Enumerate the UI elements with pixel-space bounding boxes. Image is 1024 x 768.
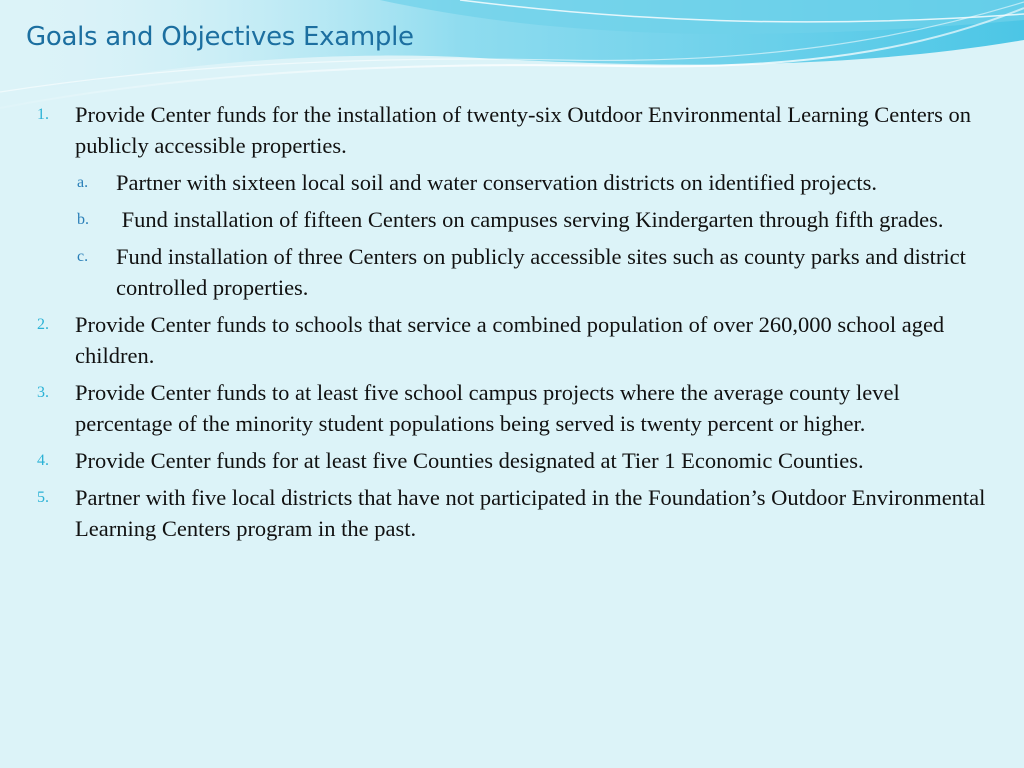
list-item-text: Provide Center funds to at least five school campus projects where the average county level percentage of the minority student populations being served is twenty percent or higher. — [75, 380, 900, 436]
list-item — [26, 482, 1001, 544]
list-item — [26, 99, 1001, 303]
objectives-list — [26, 99, 1001, 550]
list-number: 5. — [37, 489, 49, 506]
sub-list-item-text: Fund installation of fifteen Centers on campuses serving Kindergarten through fifth grades. — [116, 207, 944, 232]
list-item — [26, 445, 1001, 476]
list-number: 1. — [37, 106, 49, 123]
list-number: 4. — [37, 452, 49, 469]
list-item-text: Partner with five local districts that have not participated in the Foundation’s Outdoor Environmental Learning Centers program in the past. — [75, 485, 986, 541]
sub-list-item — [75, 167, 1001, 198]
sub-list-item-text: Fund installation of three Centers on publicly accessible sites such as county parks and district controlled properties. — [116, 244, 966, 300]
list-item — [26, 309, 1001, 371]
list-item-text: Provide Center funds to schools that service a combined population of over 260,000 school aged children. — [75, 312, 945, 368]
sub-list-letter: c. — [77, 248, 89, 265]
sub-list-item — [75, 241, 1001, 303]
sub-list-letter: a. — [77, 174, 89, 191]
list-item — [26, 377, 1001, 439]
list-item-text: Provide Center funds for at least five Counties designated at Tier 1 Economic Counties. — [75, 448, 864, 473]
list-number: 2. — [37, 316, 49, 333]
list-item-text: Provide Center funds for the installation of twenty-six Outdoor Environmental Learning Centers on publicly accessible properties. — [75, 102, 972, 158]
slide-title: Goals and Objectives Example — [26, 22, 414, 52]
sub-list-item-text: Partner with sixteen local soil and water conservation districts on identified projects. — [116, 170, 878, 195]
sub-list-item — [75, 204, 1001, 235]
sub-list-letter: b. — [77, 211, 89, 228]
list-number: 3. — [37, 384, 49, 401]
